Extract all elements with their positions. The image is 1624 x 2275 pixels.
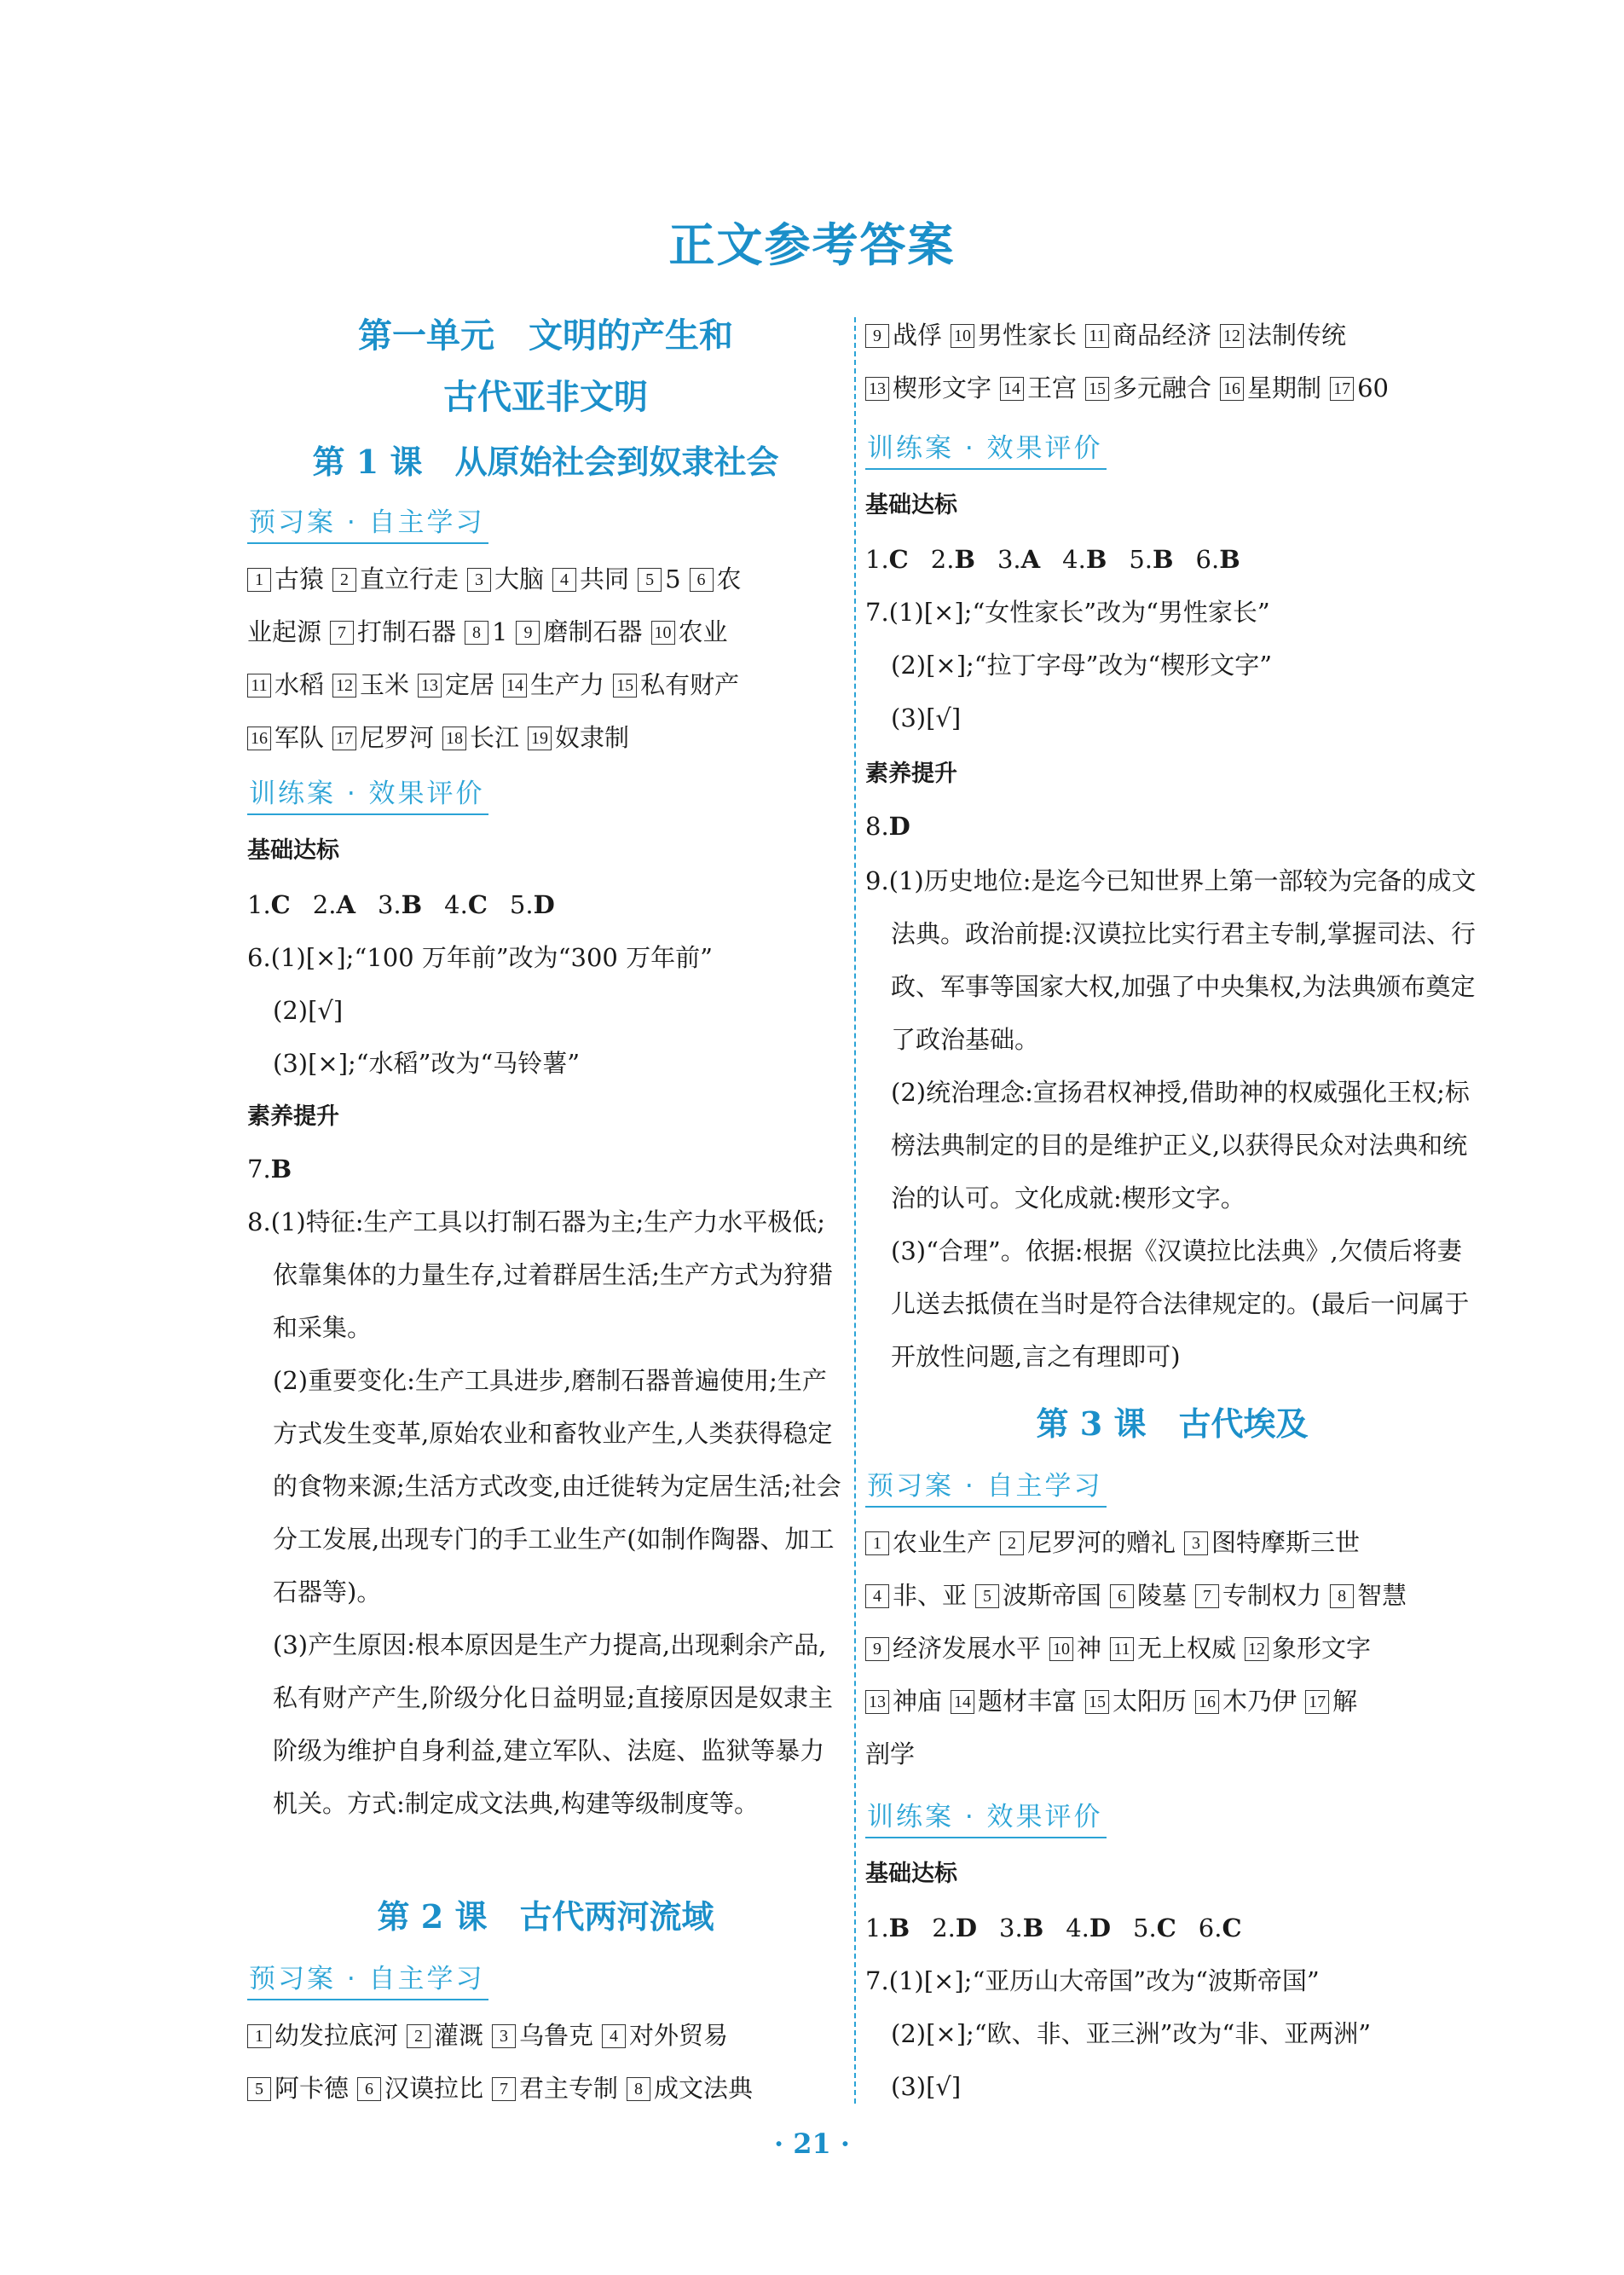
answer-line bbox=[247, 2009, 844, 2062]
answer-text: 打制石器 bbox=[357, 617, 457, 646]
l2-literacy-heading: 素养提升 bbox=[865, 761, 957, 787]
answer-number-box: 15 bbox=[1085, 377, 1109, 401]
q-number: 8. bbox=[865, 812, 889, 841]
answer-number-box: 3 bbox=[492, 2024, 516, 2048]
l2-q7-line: 7.(1)[×];“女性家长”改为“男性家长” bbox=[865, 598, 1270, 627]
l1-q6-line: 6.(1)[×];“100 万年前”改为“300 万年前” bbox=[247, 943, 713, 972]
answer-text: 男性家长 bbox=[978, 321, 1078, 350]
l2-q9-part1: 9.(1)历史地位:是迄今已知世界上第一部较为完备的成文法典。政治前提:汉谟拉比实行君主专制,掌握司法、行政、军事等国家大权,加强了中央集权,为法典颁布奠定了政治基础。 bbox=[865, 866, 1477, 1054]
mc-answer bbox=[865, 1913, 913, 1942]
l3-q7-line: (3)[√] bbox=[891, 2072, 962, 2101]
answer-letter: C bbox=[888, 545, 909, 574]
answer-text: 农 bbox=[716, 564, 742, 593]
lesson1-title: 第 1 课 从原始社会到奴隶社会 bbox=[312, 443, 779, 481]
answer-line bbox=[865, 1675, 1479, 1728]
answer-number-box: 3 bbox=[467, 568, 491, 592]
q-number: 2. bbox=[932, 1913, 956, 1942]
l1-q8-part2: (2)重要变化:生产工具进步,磨制石器普遍使用;生产方式发生变革,原始农业和畜牧业产生,人类获得稳定的食物来源;生活方式改变,由迁徙转为定居生活;社会分工发展,出现专门的手工业生产(如制作陶器、加工石器等)。 bbox=[273, 1366, 841, 1606]
l1-literacy-heading: 素养提升 bbox=[247, 1103, 339, 1130]
answer-number-box: 16 bbox=[1195, 1690, 1219, 1714]
l2-basic-heading: 基础达标 bbox=[865, 492, 957, 518]
answer-number-box: 14 bbox=[1000, 377, 1024, 401]
answer-letter: D bbox=[955, 1913, 978, 1942]
answer-number-box: 4 bbox=[552, 568, 576, 592]
l1-q8-part3: (3)产生原因:根本原因是生产力提高,出现剩余产品,私有财产产生,阶级分化日益明显;直接原因是奴隶主阶级为维护自身利益,建立军队、法庭、监狱等暴力机关。方式:制定成文法典,构建等级制度等。 bbox=[273, 1630, 833, 1818]
l2-q9-part2: (2)统治理念:宣扬君权神授,借助神的权威强化王权;标榜法典制定的目的是维护正义,以获得民众对法典和统治的认可。文化成就:楔形文字。 bbox=[891, 1078, 1470, 1213]
answer-number-box: 17 bbox=[1305, 1690, 1329, 1714]
l1-q6 bbox=[247, 931, 844, 1090]
l1-q6-line: (2)[√] bbox=[273, 996, 344, 1025]
page-number: · 21 · bbox=[773, 2127, 851, 2160]
answer-number-box: 16 bbox=[1220, 377, 1244, 401]
answer-line bbox=[247, 2062, 844, 2115]
l1-preview-heading: 预习案 · 自主学习 bbox=[247, 503, 488, 544]
l3-preview-answers bbox=[865, 1516, 1479, 1780]
answer-number-box: 9 bbox=[865, 324, 889, 348]
answer-line bbox=[865, 1569, 1479, 1622]
column-divider bbox=[854, 317, 856, 2104]
answer-number-box: 4 bbox=[602, 2024, 626, 2048]
answer-number-box: 15 bbox=[1085, 1690, 1109, 1714]
answer-number-box: 2 bbox=[407, 2024, 431, 2048]
answer-text: 水稻 bbox=[275, 670, 325, 699]
answer-number-box: 14 bbox=[951, 1690, 974, 1714]
answer-line bbox=[865, 1622, 1479, 1675]
answer-number-box: 8 bbox=[465, 621, 488, 645]
answer-letter: D bbox=[1089, 1913, 1112, 1942]
mc-answer bbox=[932, 1913, 980, 1942]
l2-q8 bbox=[865, 800, 1479, 853]
answer-text: 解 bbox=[1332, 1687, 1358, 1716]
answer-text: 大脑 bbox=[494, 564, 545, 593]
answer-number-box: 1 bbox=[865, 1531, 889, 1555]
answer-letter: B bbox=[1085, 545, 1107, 574]
answer-text: 幼发拉底河 bbox=[275, 2021, 399, 2050]
answer-text: 陵墓 bbox=[1137, 1581, 1188, 1610]
mc-answer bbox=[378, 890, 425, 919]
answer-number-box: 1 bbox=[247, 568, 271, 592]
q-number: 3. bbox=[377, 890, 402, 919]
answer-line bbox=[247, 553, 844, 605]
answer-text: 农业生产 bbox=[893, 1528, 992, 1557]
answer-number-box: 4 bbox=[865, 1584, 889, 1608]
answer-number-box: 11 bbox=[247, 674, 271, 698]
q-number: 1. bbox=[865, 545, 889, 574]
answer-text: 农业 bbox=[678, 617, 728, 646]
l1-q8-part1: 8.(1)特征:生产工具以打制石器为主;生产力水平极低;依靠集体的力量生存,过着群居生活;生产方式为狩猎和采集。 bbox=[247, 1207, 833, 1342]
l2-q7-line: (2)[×];“拉丁字母”改为“楔形文字” bbox=[891, 651, 1273, 680]
l3-mc-answers bbox=[865, 1902, 1479, 1954]
mc-answer bbox=[313, 890, 359, 919]
l2-mc-answers bbox=[865, 533, 1479, 586]
answer-number-box: 13 bbox=[418, 674, 442, 698]
mc-answer bbox=[1062, 545, 1110, 574]
mc-answer bbox=[1133, 1913, 1180, 1942]
unit-heading-line2: 古代亚非文明 bbox=[443, 378, 648, 417]
answer-text: 专制权力 bbox=[1222, 1581, 1322, 1610]
mc-answer bbox=[1196, 545, 1244, 574]
answer-number-box: 7 bbox=[492, 2077, 516, 2101]
mc-answer bbox=[247, 890, 294, 919]
mc-answer bbox=[931, 545, 979, 574]
q-number: 4. bbox=[1066, 1913, 1089, 1942]
answer-text: 长江 bbox=[470, 723, 520, 752]
answer-number-box: 5 bbox=[638, 568, 662, 592]
answer-number-box: 17 bbox=[332, 726, 356, 750]
answer-text: 共同 bbox=[580, 564, 630, 593]
mc-answer bbox=[510, 890, 558, 919]
q-number: 4. bbox=[444, 890, 468, 919]
answer-letter: C bbox=[270, 890, 291, 919]
q-number: 3. bbox=[997, 545, 1021, 574]
l3-basic-heading: 基础达标 bbox=[865, 1861, 957, 1887]
l2-preview-heading: 预习案 · 自主学习 bbox=[247, 1960, 488, 2000]
answer-text: 汉谟拉比 bbox=[384, 2074, 484, 2103]
answer-line bbox=[865, 309, 1479, 362]
answer-text: 直立行走 bbox=[360, 564, 459, 593]
answer-letter: B bbox=[401, 890, 423, 919]
answer-text: 生产力 bbox=[530, 670, 605, 699]
answer-number-box: 10 bbox=[951, 324, 974, 348]
answer-text: 波斯帝国 bbox=[1003, 1581, 1102, 1610]
answer-text: 楔形文字 bbox=[893, 373, 992, 402]
answer-text: 太阳历 bbox=[1113, 1687, 1188, 1716]
q-number: 6. bbox=[1198, 1913, 1222, 1942]
l2-q7-line: (3)[√] bbox=[891, 703, 962, 732]
answer-number-box: 8 bbox=[627, 2077, 650, 2101]
answer-line bbox=[865, 362, 1479, 414]
answer-text: 木乃伊 bbox=[1222, 1687, 1297, 1716]
l1-basic-heading: 基础达标 bbox=[247, 837, 339, 864]
q-number: 4. bbox=[1062, 545, 1086, 574]
l2-q9-part3: (3)“合理”。依据:根据《汉谟拉比法典》,欠债后将妻儿送去抵债在当时是符合法律规定的。(最后一问属于开放性问题,言之有理即可) bbox=[891, 1236, 1470, 1371]
unit-heading-line1: 第一单元 文明的产生和 bbox=[358, 316, 733, 356]
answer-text: 灌溉 bbox=[434, 2021, 484, 2050]
mc-answer bbox=[1066, 1913, 1114, 1942]
answer-number-box: 5 bbox=[975, 1584, 999, 1608]
q-number: 7. bbox=[247, 1155, 271, 1184]
l2-preview-answers-cont bbox=[865, 309, 1479, 414]
q-number: 5. bbox=[1129, 545, 1153, 574]
q-number: 5. bbox=[509, 890, 534, 919]
q-number: 2. bbox=[930, 545, 955, 574]
l3-q7-line: (2)[×];“欧、非、亚三洲”改为“非、亚两洲” bbox=[891, 2019, 1372, 2048]
answer-letter: D bbox=[533, 890, 555, 919]
answer-text: 定居 bbox=[445, 670, 495, 699]
mc-answer bbox=[444, 890, 491, 919]
l3-training-heading: 训练案 · 效果评价 bbox=[865, 1797, 1107, 1838]
answer-letter: B bbox=[954, 545, 975, 574]
l2-preview-answers bbox=[247, 2009, 844, 2115]
answer-letter: B bbox=[888, 1913, 910, 1942]
answer-text: 智慧 bbox=[1357, 1581, 1407, 1610]
q-number: 1. bbox=[247, 890, 271, 919]
answer-letter: A bbox=[1020, 545, 1041, 574]
answer-letter: A bbox=[336, 890, 355, 919]
answer-letter: C bbox=[1222, 1913, 1242, 1942]
answer-number-box: 11 bbox=[1110, 1637, 1134, 1661]
answer-number-box: 11 bbox=[1085, 324, 1109, 348]
answer-text: 王宫 bbox=[1027, 373, 1078, 402]
l1-preview-answers bbox=[247, 553, 844, 764]
l1-q7 bbox=[247, 1143, 844, 1195]
answer-text: 图特摩斯三世 bbox=[1211, 1528, 1361, 1557]
l3-q7-line: 7.(1)[×];“亚历山大帝国”改为“波斯帝国” bbox=[865, 1966, 1320, 1995]
q-number: 3. bbox=[999, 1913, 1023, 1942]
answer-text: 题材丰富 bbox=[978, 1687, 1078, 1716]
answer-letter: C bbox=[467, 890, 488, 919]
answer-text: 60 bbox=[1357, 373, 1389, 402]
answer-number-box: 10 bbox=[1049, 1637, 1073, 1661]
answer-text: 法制传统 bbox=[1247, 321, 1347, 350]
l1-training-heading: 训练案 · 效果评价 bbox=[247, 774, 488, 815]
q-number: 1. bbox=[865, 1913, 889, 1942]
l1-q6-line: (3)[×];“水稻”改为“马铃薯” bbox=[273, 1049, 581, 1078]
answer-text: 私有财产 bbox=[640, 670, 740, 699]
answer-number-box: 3 bbox=[1184, 1531, 1208, 1555]
answer-number-box: 18 bbox=[442, 726, 466, 750]
answer-number-box: 19 bbox=[528, 726, 552, 750]
mc-answer bbox=[997, 545, 1043, 574]
answer-text: 战俘 bbox=[893, 321, 943, 350]
answer-text: 神庙 bbox=[893, 1687, 943, 1716]
answer-text: 成文法典 bbox=[654, 2074, 754, 2103]
answer-number-box: 2 bbox=[332, 568, 356, 592]
answer-number-box: 5 bbox=[247, 2077, 271, 2101]
answer-text: 经济发展水平 bbox=[893, 1634, 1042, 1663]
answer-text: 1 bbox=[492, 617, 508, 646]
answer-number-box: 15 bbox=[613, 674, 637, 698]
answer-number-box: 9 bbox=[516, 621, 540, 645]
answer-number-box: 12 bbox=[1220, 324, 1244, 348]
answer-text: 多元融合 bbox=[1113, 373, 1212, 402]
answer-number-box: 9 bbox=[865, 1637, 889, 1661]
l3-preview-heading: 预习案 · 自主学习 bbox=[865, 1467, 1107, 1508]
answer-line bbox=[865, 1728, 1479, 1780]
answer-number-box: 14 bbox=[503, 674, 527, 698]
answer-text: 对外贸易 bbox=[629, 2021, 729, 2050]
answer-text: 商品经济 bbox=[1113, 321, 1212, 350]
l2-q7 bbox=[865, 586, 1479, 744]
answer-line bbox=[247, 711, 844, 764]
answer-line bbox=[247, 658, 844, 711]
answer-letter: B bbox=[270, 1155, 292, 1184]
answer-number-box: 10 bbox=[651, 621, 675, 645]
mc-answer bbox=[865, 545, 912, 574]
answer-text: 剖学 bbox=[865, 1740, 916, 1768]
lesson3-title: 第 3 课 古代埃及 bbox=[1036, 1404, 1309, 1443]
answer-text: 无上权威 bbox=[1137, 1634, 1237, 1663]
answer-text: 奴隶制 bbox=[555, 723, 630, 752]
answer-number-box: 16 bbox=[247, 726, 271, 750]
answer-letter: D bbox=[888, 812, 910, 841]
answer-text: 磨制石器 bbox=[543, 617, 643, 646]
answer-text: 玉米 bbox=[360, 670, 410, 699]
q-number: 6. bbox=[1195, 545, 1220, 574]
answer-number-box: 17 bbox=[1330, 377, 1354, 401]
answer-number-box: 1 bbox=[247, 2024, 271, 2048]
answer-text: 尼罗河的赠礼 bbox=[1027, 1528, 1176, 1557]
answer-text: 古猿 bbox=[275, 564, 325, 593]
answer-letter: C bbox=[1156, 1913, 1176, 1942]
lesson2-title: 第 2 课 古代两河流域 bbox=[377, 1897, 714, 1936]
l1-mc-answers bbox=[247, 878, 844, 931]
q-number: 2. bbox=[312, 890, 337, 919]
l3-q7 bbox=[865, 1954, 1479, 2113]
answer-line bbox=[247, 605, 844, 658]
l2-training-heading: 训练案 · 效果评价 bbox=[865, 429, 1107, 470]
answer-text: 君主专制 bbox=[519, 2074, 619, 2103]
answer-number-box: 6 bbox=[1110, 1584, 1134, 1608]
answer-text: 尼罗河 bbox=[360, 723, 435, 752]
mc-answer bbox=[1199, 1913, 1245, 1942]
mc-answer bbox=[1129, 545, 1176, 574]
answer-number-box: 7 bbox=[1195, 1584, 1219, 1608]
answer-text: 象形文字 bbox=[1272, 1634, 1372, 1663]
answer-number-box: 2 bbox=[1000, 1531, 1024, 1555]
mc-answer bbox=[999, 1913, 1047, 1942]
answer-number-box: 13 bbox=[865, 1690, 889, 1714]
answer-text: 业起源 bbox=[247, 617, 322, 646]
answer-text: 军队 bbox=[275, 723, 325, 752]
answer-number-box: 6 bbox=[357, 2077, 381, 2101]
answer-text: 5 bbox=[665, 564, 681, 593]
q-number: 5. bbox=[1133, 1913, 1157, 1942]
answer-text: 非、亚 bbox=[893, 1581, 968, 1610]
page-title: 正文参考答案 bbox=[668, 217, 956, 272]
answer-line bbox=[865, 1516, 1479, 1569]
answer-text: 神 bbox=[1077, 1634, 1102, 1663]
answer-number-box: 13 bbox=[865, 377, 889, 401]
answer-number-box: 12 bbox=[1245, 1637, 1269, 1661]
answer-number-box: 8 bbox=[1330, 1584, 1354, 1608]
answer-text: 阿卡德 bbox=[275, 2074, 350, 2103]
answer-number-box: 12 bbox=[332, 674, 356, 698]
answer-letter: B bbox=[1153, 545, 1174, 574]
answer-letter: B bbox=[1219, 545, 1240, 574]
answer-text: 乌鲁克 bbox=[519, 2021, 594, 2050]
answer-number-box: 7 bbox=[330, 621, 354, 645]
answer-text: 星期制 bbox=[1247, 373, 1322, 402]
answer-letter: B bbox=[1022, 1913, 1044, 1942]
answer-number-box: 6 bbox=[690, 568, 714, 592]
